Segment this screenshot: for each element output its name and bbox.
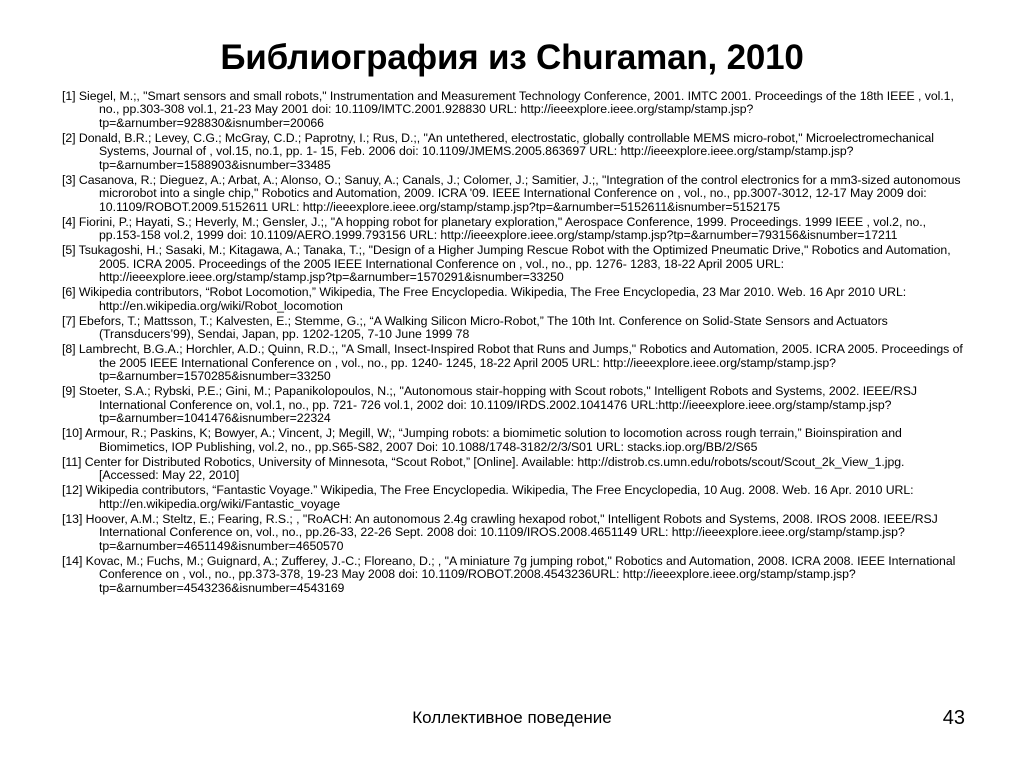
- reference-8: [8] Lambrecht, B.G.A.; Horchler, A.D.; Quinn, R.D.;, "A Small, Insect-Inspired Robot that Runs and Jumps," Robotics and Automation, 2005. ICRA 2005. Proceedings of the 2005 IEEE International Conference on , vol., no., pp. 1240- 1245, 18-22 April 2005 URL: http://ieeexplore.ieee.org/stamp/stamp.jsp?tp=&arnumber=1570285&isnumber=33250: [62, 342, 963, 384]
- reference-7: [7] Ebefors, T.; Mattsson, T.; Kalvesten, E.; Stemme, G.;, “A Walking Silicon Micro-Robot,” The 10th Int. Conference on Solid-State Sensors and Actuators (Transducers’99), Sendai, Japan, pp. 1202-1205, 7-10 June 1999 78: [62, 313, 888, 342]
- reference-12: [12] Wikipedia contributors, “Fantastic Voyage.” Wikipedia, The Free Encyclopedia. Wikipedia, The Free Encyclopedia, 10 Aug. 2008. Web. 16 Apr. 2010 URL: http://en.wikipedia.org/wiki/Fantastic_voyage: [62, 483, 914, 511]
- reference-14: [14] Kovac, M.; Fuchs, M.; Guignard, A.; Zufferey, J.-C.; Floreano, D.; , "A miniature 7g jumping robot," Robotics and Automation, 2008. ICRA 2008. IEEE International Conference on , vol., no., pp.373-378, 19-23 May 2008 doi: 10.1109/ROBOT.2008.4543236URL: http://ieeexplore.ieee.org/stamp/stamp.jsp?tp=&arnumber=4543236&isnumber=4543169: [62, 553, 956, 595]
- reference-4: [4] Fiorini, P.; Hayati, S.; Heverly, M.; Gensler, J.;, "A hopping robot for planetary exploration," Aerospace Conference, 1999. Proceedings. 1999 IEEE , vol.2, no., pp.153-158 vol.2, 1999 doi: 10.1109/AERO.1999.793156 URL: http://ieeexplore.ieee.org/stamp/stamp.jsp?tp=&arnumber=793156&isnumber=17211: [62, 214, 927, 243]
- reference-13: [13] Hoover, A.M.; Steltz, E.; Fearing, R.S.; , "RoACH: An autonomous 2.4g crawling hexapod robot," Intelligent Robots and Systems, 2008. IROS 2008. IEEE/RSJ International Conference on, vol., no., pp.26-33, 22-26 Sept. 2008 doi: 10.1109/IROS.2008.4651149 URL: http://ieeexplore.ieee.org/stamp/stamp.jsp?tp=&arnumber=4651149&isnumber=4650570: [62, 511, 938, 553]
- reference-6: [6] Wikipedia contributors, “Robot Locomotion,” Wikipedia, The Free Encyclopedia. Wikipedia, The Free Encyclopedia, 23 Mar 2010. Web. 16 Apr 2010 URL: http://en.wikipedia.org/wiki/Robot_locomotion: [62, 285, 907, 313]
- reference-10: [10] Armour, R.; Paskins, K; Bowyer, A.; Vincent, J; Megill, W;, “Jumping robots: a biomimetic solution to locomotion across rough terrain,” Bioinspiration and Biomimetics, IOP Publishing, vol.2, no., pp.S65-S82, 2007 Doi: 10.1088/1748-3182/2/3/S01 URL: stacks.iop.org/BB/2/S65: [62, 426, 902, 454]
- reference-2: [2] Donald, B.R.; Levey, C.G.; McGray, C.D.; Paprotny, I.; Rus, D.;, "An untethered, electrostatic, globally controllable MEMS micro-robot," Microelectromechanical Systems, Journal of , vol.15, no.1, pp. 1- 15, Feb. 2006 doi: 10.1109/JMEMS.2005.863697 URL: http://ieeexplore.ieee.org/stamp/stamp.jsp?tp=&arnumber=1588903&isnumber=33485: [62, 130, 934, 172]
- reference-9: [9] Stoeter, S.A.; Rybski, P.E.; Gini, M.; Papanikolopoulos, N.;, "Autonomous stair-hopping with Scout robots," Intelligent Robots and Systems, 2002. IEEE/RSJ International Conference on, vol.1, no., pp. 721- 726 vol.1, 2002 doi: 10.1109/IRDS.2002.1041476 URL:http://ieeexplore.ieee.org/stamp/stamp.jsp?tp=&arnumber=1041476&isnumber=22324: [62, 384, 917, 426]
- slide-title: Библиография из Churaman, 2010: [220, 38, 804, 77]
- reference-11: [11] Center for Distributed Robotics, University of Minnesota, “Scout Robot,” [Online]. Available: http://distrob.cs.umn.edu/robots/scout/Scout_2k_View_1.jpg. [Accessed: May 22, 2010]: [62, 454, 905, 483]
- reference-5: [5] Tsukagoshi, H.; Sasaki, M.; Kitagawa, A.; Tanaka, T.;, "Design of a Higher Jumping Rescue Robot with the Optimized Pneumatic Drive," Robotics and Automation, 2005. ICRA 2005. Proceedings of the 2005 IEEE International Conference on , vol., no., pp. 1276- 1283, 18-22 April 2005 URL: http://ieeexplore.ieee.org/stamp/stamp.jsp?tp=&arnumber=1570291&isnumber=33250: [62, 243, 951, 285]
- page-number: 43: [942, 707, 965, 729]
- slide-footer: Коллективное поведение: [412, 708, 612, 727]
- reference-1: [1] Siegel, M.;, "Smart sensors and small robots," Instrumentation and Measurement Technology Conference, 2001. IMTC 2001. Proceedings of the 18th IEEE , vol.1, no., pp.303-308 vol.1, 21-23 May 2001 doi: 10.1109/IMTC.2001.928830 URL: http://ieeexplore.ieee.org/stamp/stamp.jsp?tp=&arnumber=928830&isnumber=20066: [62, 89, 954, 130]
- reference-3: [3] Casanova, R.; Dieguez, A.; Arbat, A.; Alonso, O.; Sanuy, A.; Canals, J.; Colomer, J.; Samitier, J.;, "Integration of the control electronics for a mm3-sized autonomous microrobot into a single chip," Robotics and Automation, 2009. ICRA '09. IEEE International Conference on , vol., no., pp.3007-3012, 12-17 May 2009 doi: 10.1109/ROBOT.2009.5152611 URL: http://ieeexplore.ieee.org/stamp/stamp.jsp?tp=&arnumber=5152611&isnumber=5152175: [62, 172, 961, 214]
- reference-list: [62, 90, 967, 597]
